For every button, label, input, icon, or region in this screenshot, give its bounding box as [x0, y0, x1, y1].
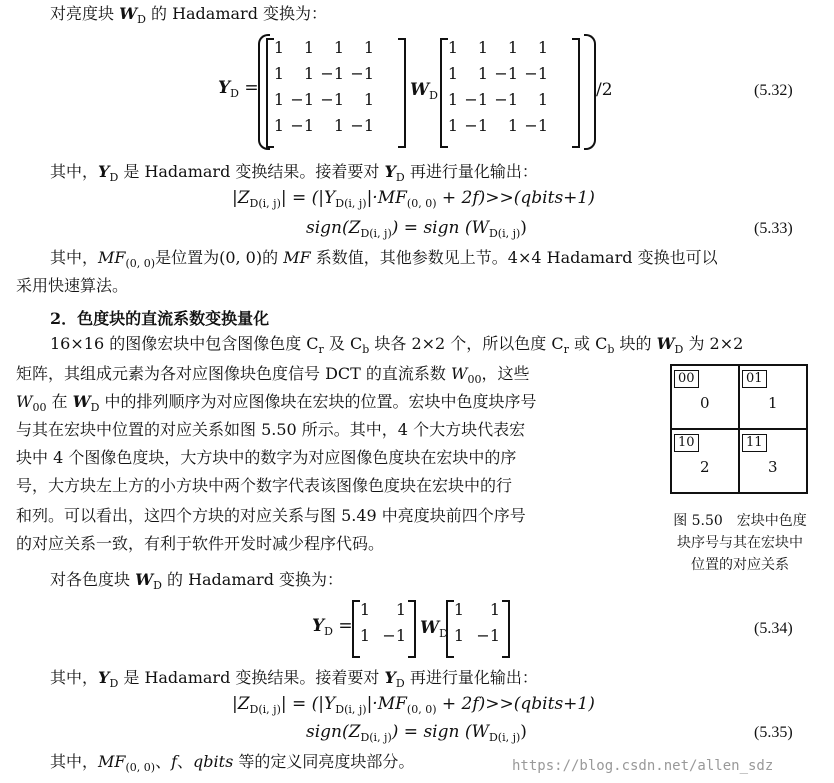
matrix-cell: 1 [537, 38, 548, 57]
matrix-cell: 1 [363, 38, 374, 57]
para-chroma-line6: 号，大方块左上方的小方块中两个数字代表该图像色度块在宏块中的行 [16, 476, 513, 495]
matrix-cell: 1 [489, 600, 500, 619]
para-chroma-line4: 与其在宏块中位置的对应关系如图 5.50 所示。其中，4 个大方块代表宏 [16, 420, 526, 439]
eq-mid: $W_D$ [420, 618, 448, 640]
para-chroma-line5: 块中 4 个图像色度块，大方块中的数字为对应图像色度块在宏块中的序 [16, 448, 517, 467]
matrix-cell: −1 [350, 116, 374, 135]
grid-divider-horizontal [670, 428, 808, 430]
closing-line: 其中，$MF_{(0, 0)}$、f、qbits 等的定义同亮度块部分。 [50, 752, 415, 774]
section-heading: 2．色度块的直流系数变换量化 [50, 309, 270, 328]
m4-bracket-right [502, 600, 510, 658]
equation-number: (5.32) [754, 82, 793, 99]
text-hadamard-result: 其中，$Y_D$ 是 Hadamard 变换结果。接着要对 $Y_D$ 再进行量化输出： [50, 162, 538, 184]
watermark-url: https://blog.csdn.net/allen_sdz [512, 758, 774, 774]
matrix-cell: −1 [320, 64, 344, 83]
cell-position-tag: 10 [674, 434, 699, 452]
eq-lhs: $Y_D$ = [312, 616, 353, 638]
matrix-cell: −1 [494, 64, 518, 83]
intro-line-chroma: 对各色度块 $W_D$ 的 Hadamard 变换为： [50, 570, 344, 592]
matrix-cell: −1 [350, 64, 374, 83]
matrix-cell: −1 [290, 116, 314, 135]
matrix-cell: 1 [359, 600, 370, 619]
m3-bracket-right [408, 600, 416, 658]
matrix-cell: 1 [447, 116, 458, 135]
matrix-cell: 1 [477, 38, 488, 57]
matrix-cell: 1 [507, 116, 518, 135]
equation-number: (5.34) [754, 620, 793, 637]
cell-block-number: 2 [700, 458, 710, 476]
matrix-cell: 1 [303, 38, 314, 57]
matrix-cell: 1 [447, 38, 458, 57]
matrix-cell: −1 [290, 90, 314, 109]
matrix-cell: 1 [273, 116, 284, 135]
cell-position-tag: 01 [742, 370, 767, 388]
equation-number: (5.33) [754, 220, 793, 237]
matrix-cell: 1 [303, 64, 314, 83]
matrix-cell: −1 [494, 90, 518, 109]
m2-bracket-right [572, 38, 580, 148]
para-chroma-line2: 矩阵，其组成元素为各对应图像块色度信号 DCT 的直流系数 $W_{00}$，这些 [16, 364, 530, 386]
matrix-cell: 1 [537, 90, 548, 109]
cell-block-number: 0 [700, 394, 710, 412]
matrix-cell: 1 [507, 38, 518, 57]
eq-tail: /2 [596, 80, 613, 100]
matrix-cell: 1 [477, 64, 488, 83]
matrix-cell: 1 [395, 600, 406, 619]
para-chroma-line8: 的对应关系一致，有利于软件开发时减少程序代码。 [16, 534, 385, 553]
matrix-cell: 1 [447, 64, 458, 83]
matrix-cell: −1 [464, 116, 488, 135]
eq-lhs: $Y_D$ = [218, 78, 259, 100]
text-hadamard-result-2: 其中，$Y_D$ 是 Hadamard 变换结果。接着要对 $Y_D$ 再进行量化输出： [50, 668, 538, 690]
matrix-cell: −1 [524, 64, 548, 83]
matrix-cell: 1 [273, 38, 284, 57]
outer-paren-right [584, 34, 596, 150]
cell-block-number: 1 [768, 394, 778, 412]
sign-formula: $sign(Z_{D(i, j)})$ = sign $(W_{D(i, j)})$ [306, 722, 527, 744]
matrix-cell: 1 [333, 38, 344, 57]
para-mf-line2: 采用快速算法。 [16, 276, 129, 295]
equation-number: (5.35) [754, 724, 793, 741]
para-mf-explanation: 其中，$MF_{(0, 0)}$是位置为(0, 0)的 MF 系数值，其他参数见上节。4×4 Hadamard 变换也可以 [50, 248, 718, 270]
m1-bracket-right [398, 38, 406, 148]
matrix-cell: 1 [273, 64, 284, 83]
matrix-cell: 1 [273, 90, 284, 109]
para-chroma-line1: 16×16 的图像宏块中包含图像色度 $C_r$ 及 $C_b$ 块各 2×2 个，所以色度 $C_r$ 或 $C_b$ 块的 $W_D$ 为 2×2 [50, 334, 744, 356]
cell-block-number: 3 [768, 458, 778, 476]
matrix-cell: 1 [447, 90, 458, 109]
intro-line-luma: 对亮度块 $W_D$ 的 Hadamard 变换为： [50, 4, 328, 26]
cell-position-tag: 00 [674, 370, 699, 388]
matrix-cell: 1 [453, 626, 464, 645]
sign-formula: $sign(Z_{D(i, j)})$ = sign $(W_{D(i, j)})$ [306, 218, 527, 240]
eq-mid: $W_D$ [410, 80, 438, 102]
quant-formula: $|Z_{D(i, j)}| = (|Y_{D(i, j)}|\cdot MF_{(0, 0)}$ + 2f)>>(qbits+1) [232, 188, 595, 210]
matrix-cell: −1 [464, 90, 488, 109]
cell-position-tag: 11 [742, 434, 767, 452]
matrix-cell: −1 [382, 626, 406, 645]
matrix-cell: 1 [359, 626, 370, 645]
para-chroma-line7: 和列。可以看出，这四个方块的对应关系与图 5.49 中亮度块前四个序号 [16, 506, 526, 525]
figure-caption: 图 5.50 宏块中色度 块序号与其在宏块中 位置的对应关系 [673, 513, 807, 573]
matrix-cell: −1 [476, 626, 500, 645]
matrix-cell: 1 [363, 90, 374, 109]
para-chroma-line3: $W_{00}$ 在 $W_D$ 中的排列顺序为对应图像块在宏块的位置。宏块中色度块序号 [16, 392, 537, 414]
matrix-cell: 1 [453, 600, 464, 619]
matrix-cell: 1 [333, 116, 344, 135]
quant-formula: $|Z_{D(i, j)}| = (|Y_{D(i, j)}|\cdot MF_{(0, 0)}$ + 2f)>>(qbits+1) [232, 694, 595, 716]
matrix-cell: −1 [320, 90, 344, 109]
matrix-cell: −1 [524, 116, 548, 135]
